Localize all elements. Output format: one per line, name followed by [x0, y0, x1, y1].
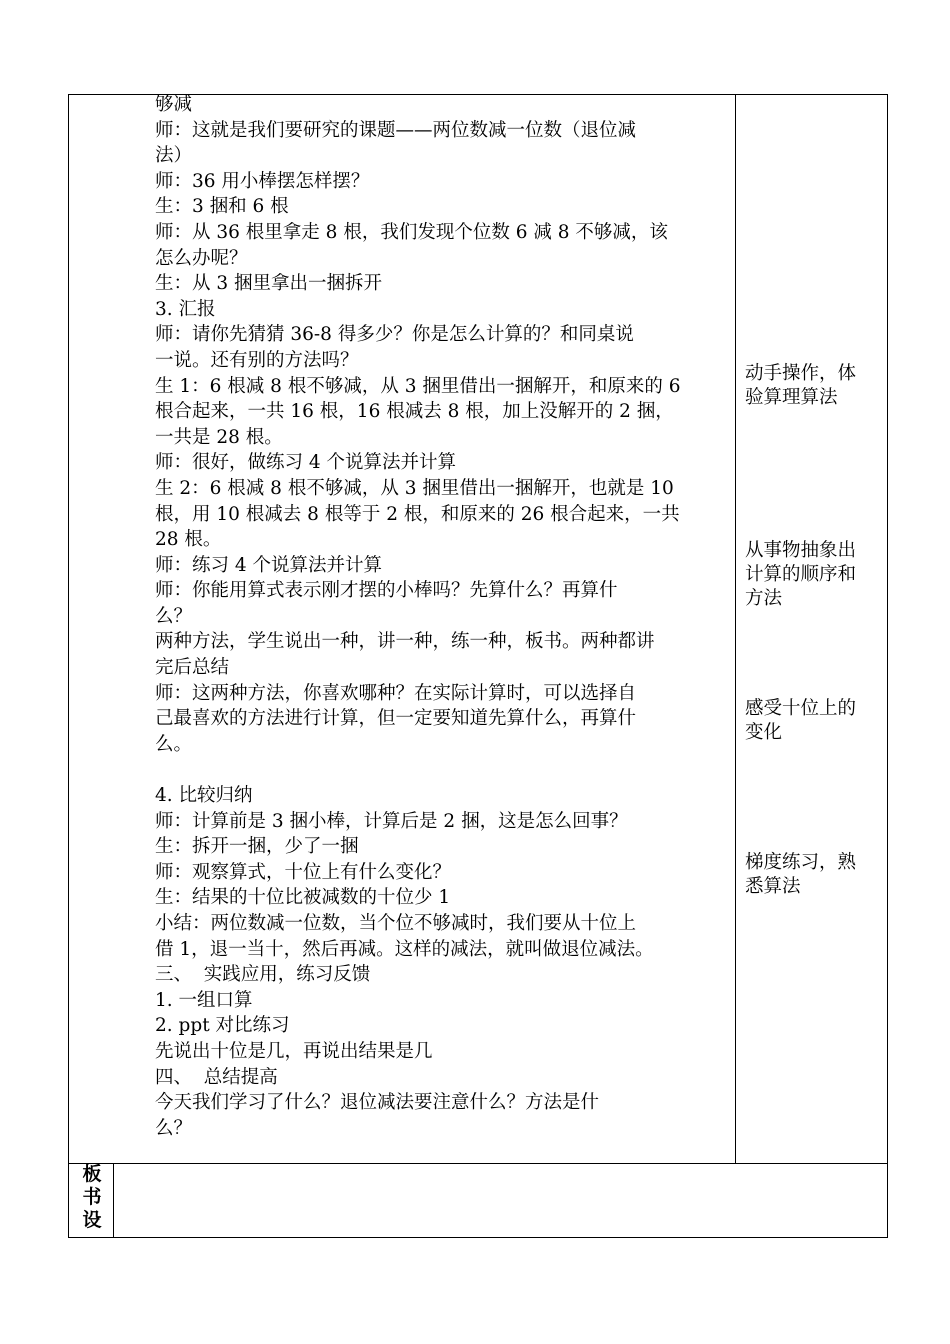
note-line: 方法: [745, 588, 783, 609]
lesson-text-line: 小结：两位数减一位数，当个位不够减时，我们要从十位上: [155, 913, 637, 934]
lesson-text-line: 生 2：6 根减 8 根不够减，从 3 捆里借出一捆解开，也就是 10: [155, 477, 674, 499]
note-line: 感受十位上的: [745, 698, 857, 719]
lesson-text-line: 师：很好，做练习 4 个说算法并计算: [155, 452, 457, 474]
note-line: 梯度练习，熟: [745, 852, 857, 873]
note-line: 计算的顺序和: [745, 564, 857, 585]
lesson-text-line: 师：计算前是 3 捆小棒，计算后是 2 捆，这是怎么回事？: [155, 810, 628, 832]
lesson-text-line: 一共是 28 根。: [155, 426, 283, 448]
lesson-text-line: 完后总结: [155, 657, 230, 679]
lesson-text-line: 师：观察算式，十位上有什么变化？: [155, 861, 452, 883]
lesson-text-line: 根合起来，一共 16 根，16 根减去 8 根，加上没解开的 2 捆，: [155, 401, 674, 423]
lesson-text-line: 3. 汇报: [155, 298, 216, 320]
lesson-text-line: 么。: [155, 733, 193, 755]
lesson-text-line: 2. ppt 对比练习: [155, 1015, 290, 1037]
notes-column-divider: [735, 94, 736, 1164]
board-design-label: [70, 1163, 114, 1232]
lesson-text-line: 生：结果的十位比被减数的十位少 1: [155, 887, 451, 909]
board-design-char: 板: [82, 1163, 102, 1185]
lesson-text-line: 4. 比较归纳: [155, 785, 253, 807]
lesson-text-line: 1. 一组口算: [155, 989, 253, 1011]
design-note: [745, 697, 883, 745]
lesson-text-line: 生：拆开一捆，少了一捆: [155, 836, 359, 858]
lesson-text-line: 借 1，退一当十，然后再减。这样的减法，就叫做退位减法。: [155, 938, 654, 960]
note-line: 从事物抽象出: [745, 540, 857, 561]
table-row-divider: [68, 1163, 888, 1164]
board-design-char: 书: [82, 1186, 102, 1208]
lesson-text-line: 四、 总结提高: [155, 1066, 278, 1088]
lesson-text-line: 师：从 36 根里拿走 8 根，我们发现个位数 6 减 8 不够减，该: [155, 221, 668, 243]
lesson-text-line: 师：练习 4 个说算法并计算: [155, 554, 383, 576]
note-line: 悉算法: [745, 876, 801, 897]
table-left-border: [68, 94, 69, 1238]
design-note: [745, 539, 883, 611]
lesson-text-line: 么？: [155, 1117, 193, 1139]
lesson-text-line: 生：从 3 捆里拿出一捆拆开: [155, 273, 383, 295]
lesson-text-line: 一说。还有别的方法吗？: [155, 349, 359, 371]
lesson-text-line: 根，用 10 根减去 8 根等于 2 根，和原来的 26 根合起来，一共: [155, 503, 680, 525]
table-right-border: [887, 94, 888, 1238]
design-note: [745, 362, 883, 410]
lesson-text-line: 师：请你先猜猜 36-8 得多少？你是怎么计算的？和同桌说: [155, 324, 634, 346]
lesson-text-line: 今天我们学习了什么？退位减法要注意什么？方法是什: [155, 1092, 600, 1114]
lesson-text-line: 法）: [155, 145, 193, 167]
note-line: 动手操作，体: [745, 363, 857, 384]
lesson-text-line: 么？: [155, 605, 193, 627]
lesson-text-line: 生 1：6 根减 8 根不够减，从 3 捆里借出一捆解开，和原来的 6: [155, 375, 681, 397]
lesson-text-line: 师：这两种方法，你喜欢哪种？在实际计算时，可以选择自: [155, 682, 637, 704]
lesson-text-line: 怎么办呢？: [155, 247, 248, 269]
table-bottom-border: [68, 1237, 888, 1238]
board-design-char: 设: [82, 1209, 102, 1231]
lesson-text-line: 师：你能用算式表示刚才摆的小棒吗？先算什么？再算什: [155, 580, 618, 602]
design-note: [745, 851, 883, 899]
lesson-text-line: 两种方法，学生说出一种，讲一种，练一种，板书。两种都讲: [155, 631, 655, 653]
lesson-text-line: 己最喜欢的方法进行计算，但一定要知道先算什么，再算什: [155, 708, 637, 730]
note-line: 验算理算法: [745, 387, 838, 408]
lesson-text-line: 三、 实践应用，练习反馈: [155, 964, 371, 986]
lesson-text-line: [155, 757, 733, 783]
lesson-text-line: 师：这就是我们要研究的课题——两位数减一位数（退位减: [155, 119, 637, 141]
lesson-text-line: 够减: [155, 94, 193, 115]
note-line: 变化: [745, 722, 783, 743]
lesson-text-line: 生：3 捆和 6 根: [155, 196, 289, 218]
lesson-process-text: [155, 92, 733, 1141]
lesson-text-line: 28 根。: [155, 529, 222, 551]
lesson-text-line: 师：36 用小棒摆怎样摆？: [155, 170, 370, 192]
lesson-text-line: 先说出十位是几，再说出结果是几: [155, 1040, 433, 1062]
